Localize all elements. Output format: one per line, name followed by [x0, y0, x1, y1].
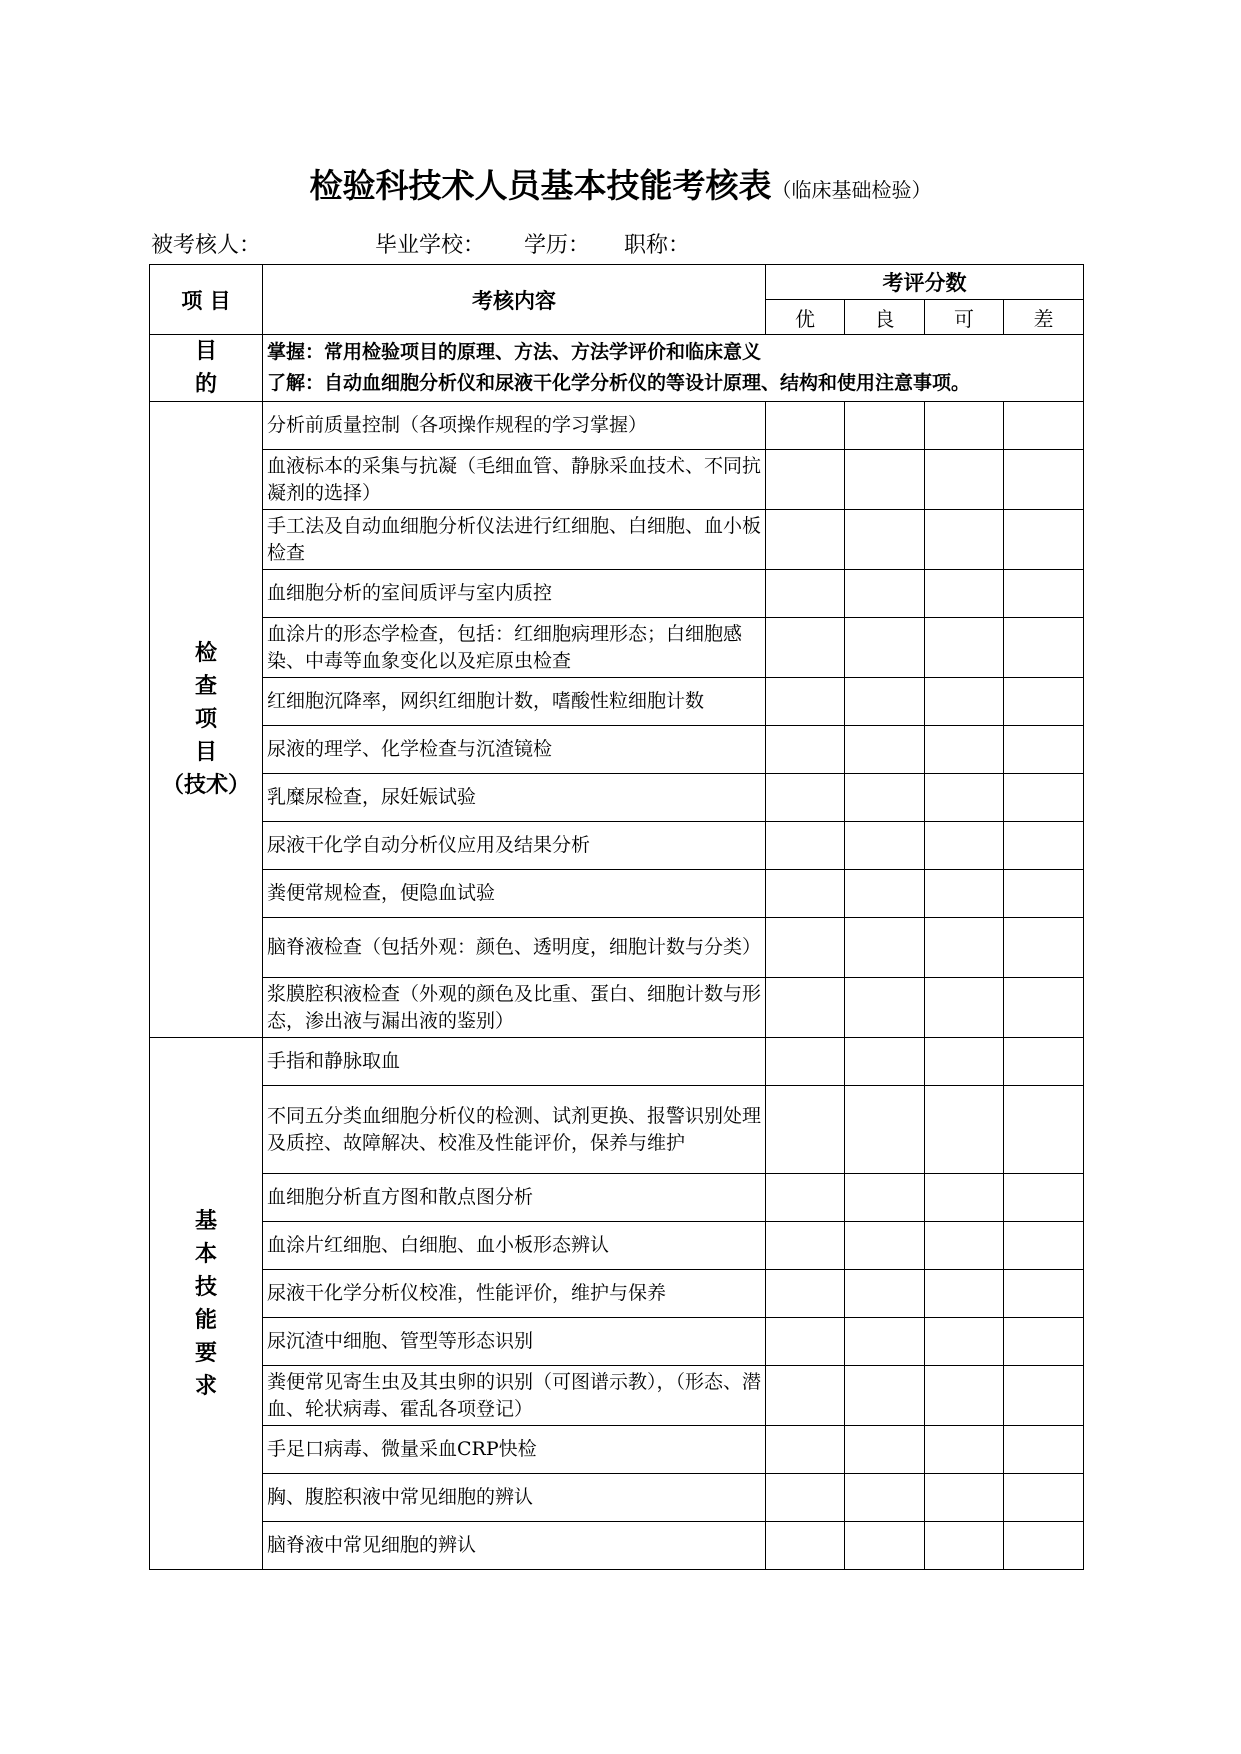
assessment-item: 胸、腹腔积液中常见细胞的辨认	[263, 1474, 766, 1522]
assessment-item: 手足口病毒、微量采血CRP快检	[263, 1426, 766, 1474]
score-cell-poor[interactable]	[1004, 1522, 1084, 1570]
score-cell-poor[interactable]	[1004, 618, 1084, 678]
score-cell-poor[interactable]	[1004, 774, 1084, 822]
score-cell-pass[interactable]	[925, 1426, 1004, 1474]
score-cell-pass[interactable]	[925, 726, 1004, 774]
score-cell-excellent[interactable]	[766, 1474, 845, 1522]
score-cell-poor[interactable]	[1004, 402, 1084, 450]
section-label-basic-skills	[150, 1038, 263, 1570]
score-cell-poor[interactable]	[1004, 1038, 1084, 1086]
table-row	[150, 1474, 1084, 1522]
score-cell-good[interactable]	[845, 402, 925, 450]
score-cell-excellent[interactable]	[766, 918, 845, 978]
header-content: 考核内容	[263, 265, 766, 335]
grade-poor: 差	[1004, 300, 1084, 335]
score-cell-pass[interactable]	[925, 1318, 1004, 1366]
table-row	[150, 510, 1084, 570]
score-cell-good[interactable]	[845, 450, 925, 510]
score-cell-excellent[interactable]	[766, 1174, 845, 1222]
score-cell-excellent[interactable]	[766, 1086, 845, 1174]
score-cell-good[interactable]	[845, 510, 925, 570]
score-cell-excellent[interactable]	[766, 450, 845, 510]
score-cell-good[interactable]	[845, 1174, 925, 1222]
section-label-char: 项	[194, 707, 217, 732]
score-cell-poor[interactable]	[1004, 918, 1084, 978]
score-cell-pass[interactable]	[925, 1270, 1004, 1318]
assessment-item: 手工法及自动血细胞分析仪法进行红细胞、白细胞、血小板检查	[263, 510, 766, 570]
assessment-item: 尿液干化学自动分析仪应用及结果分析	[263, 822, 766, 870]
table-row	[150, 1086, 1084, 1174]
table-row	[150, 1522, 1084, 1570]
score-cell-poor[interactable]	[1004, 1270, 1084, 1318]
score-cell-good[interactable]	[845, 1318, 925, 1366]
score-cell-pass[interactable]	[925, 618, 1004, 678]
score-cell-good[interactable]	[845, 1366, 925, 1426]
score-cell-good[interactable]	[845, 1426, 925, 1474]
score-cell-excellent[interactable]	[766, 1270, 845, 1318]
score-cell-poor[interactable]	[1004, 1474, 1084, 1522]
score-cell-poor[interactable]	[1004, 1366, 1084, 1426]
score-cell-poor[interactable]	[1004, 726, 1084, 774]
table-row	[150, 450, 1084, 510]
score-cell-good[interactable]	[845, 1474, 925, 1522]
score-cell-excellent[interactable]	[766, 1038, 845, 1086]
assessment-item: 尿沉渣中细胞、管型等形态识别	[263, 1318, 766, 1366]
score-cell-excellent[interactable]	[766, 570, 845, 618]
score-cell-poor[interactable]	[1004, 1086, 1084, 1174]
table-row	[150, 1270, 1084, 1318]
table-row	[150, 822, 1084, 870]
purpose-master: 掌握：常用检验项目的原理、方法、方法学评价和临床意义	[267, 341, 762, 363]
assessment-item: 脑脊液中常见细胞的辨认	[263, 1522, 766, 1570]
table-row	[150, 918, 1084, 978]
score-cell-pass[interactable]	[925, 678, 1004, 726]
table-row	[150, 1174, 1084, 1222]
assessment-item: 分析前质量控制（各项操作规程的学习掌握）	[263, 402, 766, 450]
table-row	[150, 774, 1084, 822]
score-cell-good[interactable]	[845, 1222, 925, 1270]
score-cell-excellent[interactable]	[766, 726, 845, 774]
score-cell-pass[interactable]	[925, 822, 1004, 870]
score-cell-excellent[interactable]	[766, 510, 845, 570]
purpose-label-char-2: 的	[194, 372, 217, 397]
grade-pass: 可	[925, 300, 1004, 335]
score-cell-good[interactable]	[845, 918, 925, 978]
table-row	[150, 618, 1084, 678]
score-cell-poor[interactable]	[1004, 510, 1084, 570]
section-label-char: 基	[194, 1208, 217, 1234]
form-title-main: 检验科技术人员基本技能考核表	[309, 166, 772, 205]
header-project: 项 目	[150, 265, 263, 335]
score-cell-good[interactable]	[845, 1086, 925, 1174]
table-row	[150, 1038, 1084, 1086]
score-cell-excellent[interactable]	[766, 678, 845, 726]
score-cell-pass[interactable]	[925, 918, 1004, 978]
school-label: 毕业学校：	[375, 233, 486, 258]
section-label-char: 目	[194, 740, 217, 765]
purpose-content	[263, 335, 1084, 402]
score-cell-excellent[interactable]	[766, 618, 845, 678]
score-cell-good[interactable]	[845, 570, 925, 618]
score-cell-excellent[interactable]	[766, 822, 845, 870]
purpose-label	[150, 335, 263, 402]
table-row	[150, 870, 1084, 918]
assessment-item: 血液标本的采集与抗凝（毛细血管、静脉采血技术、不同抗凝剂的选择）	[263, 450, 766, 510]
grade-good: 良	[845, 300, 925, 335]
grade-excellent: 优	[766, 300, 845, 335]
score-cell-pass[interactable]	[925, 1086, 1004, 1174]
position-label: 职称：	[624, 233, 691, 258]
score-cell-good[interactable]	[845, 822, 925, 870]
section-label-char: （技术）	[161, 773, 250, 798]
assessment-item: 血细胞分析的室间质评与室内质控	[263, 570, 766, 618]
purpose-label-char-1: 目	[194, 339, 217, 364]
table-row	[150, 978, 1084, 1038]
score-cell-pass[interactable]	[925, 870, 1004, 918]
score-cell-excellent[interactable]	[766, 402, 845, 450]
assessment-item: 乳糜尿检查，尿妊娠试验	[263, 774, 766, 822]
table-row	[150, 1366, 1084, 1426]
score-cell-pass[interactable]	[925, 1038, 1004, 1086]
assessment-item: 不同五分类血细胞分析仪的检测、试剂更换、报警识别处理及质控、故障解决、校准及性能评价，保养与维护	[263, 1086, 766, 1174]
assessment-item: 粪便常见寄生虫及其虫卵的识别（可图谱示教），（形态、潜血、轮状病毒、霍乱各项登记）	[263, 1366, 766, 1426]
score-cell-good[interactable]	[845, 774, 925, 822]
score-cell-good[interactable]	[845, 870, 925, 918]
table-row	[150, 726, 1084, 774]
score-cell-poor[interactable]	[1004, 1222, 1084, 1270]
examinee-label: 被考核人：	[151, 233, 262, 258]
assessment-item: 红细胞沉降率，网织红细胞计数，嗜酸性粒细胞计数	[263, 678, 766, 726]
assessment-table	[149, 264, 1084, 1570]
section-label-inspection-items	[150, 402, 263, 1038]
header-score: 考评分数	[766, 265, 1084, 300]
score-cell-good[interactable]	[845, 726, 925, 774]
assessment-item: 血细胞分析直方图和散点图分析	[263, 1174, 766, 1222]
score-cell-poor[interactable]	[1004, 570, 1084, 618]
score-cell-good[interactable]	[845, 978, 925, 1038]
assessment-item: 粪便常规检查，便隐血试验	[263, 870, 766, 918]
score-cell-pass[interactable]	[925, 978, 1004, 1038]
score-cell-poor[interactable]	[1004, 978, 1084, 1038]
assessment-item: 尿液的理学、化学检查与沉渣镜检	[263, 726, 766, 774]
score-cell-pass[interactable]	[925, 1474, 1004, 1522]
score-cell-poor[interactable]	[1004, 450, 1084, 510]
assessment-item: 脑脊液检查（包括外观：颜色、透明度，细胞计数与分类）	[263, 918, 766, 978]
section-label-char: 技	[194, 1274, 217, 1300]
score-cell-pass[interactable]	[925, 510, 1004, 570]
score-cell-pass[interactable]	[925, 1522, 1004, 1570]
assessment-item: 血涂片红细胞、白细胞、血小板形态辨认	[263, 1222, 766, 1270]
assessment-item: 浆膜腔积液检查（外观的颜色及比重、蛋白、细胞计数与形态，渗出液与漏出液的鉴别）	[263, 978, 766, 1038]
purpose-understand: 了解：自动血细胞分析仪和尿液干化学分析仪的等设计原理、结构和使用注意事项。	[267, 372, 971, 394]
education-label: 学历：	[524, 233, 591, 258]
score-cell-good[interactable]	[845, 1038, 925, 1086]
score-cell-excellent[interactable]	[766, 978, 845, 1038]
score-cell-pass[interactable]	[925, 1366, 1004, 1426]
section-label-char: 查	[194, 674, 217, 699]
form-title	[0, 160, 1241, 207]
form-title-sub: （临床基础检验）	[771, 178, 932, 202]
table-row	[150, 678, 1084, 726]
table-row	[150, 402, 1084, 450]
table-row	[150, 570, 1084, 618]
table-row	[150, 1426, 1084, 1474]
score-cell-pass[interactable]	[925, 774, 1004, 822]
section-label-char: 能	[194, 1307, 217, 1333]
table-row	[150, 1222, 1084, 1270]
score-cell-excellent[interactable]	[766, 1522, 845, 1570]
score-cell-good[interactable]	[845, 1522, 925, 1570]
score-cell-excellent[interactable]	[766, 1426, 845, 1474]
score-cell-good[interactable]	[845, 618, 925, 678]
score-cell-poor[interactable]	[1004, 678, 1084, 726]
score-cell-excellent[interactable]	[766, 774, 845, 822]
score-cell-poor[interactable]	[1004, 822, 1084, 870]
score-cell-poor[interactable]	[1004, 1318, 1084, 1366]
score-cell-pass[interactable]	[925, 1222, 1004, 1270]
score-cell-pass[interactable]	[925, 1174, 1004, 1222]
score-cell-excellent[interactable]	[766, 1318, 845, 1366]
score-cell-good[interactable]	[845, 1270, 925, 1318]
score-cell-pass[interactable]	[925, 570, 1004, 618]
section-label-char: 求	[194, 1373, 217, 1399]
assessment-item: 血涂片的形态学检查，包括：红细胞病理形态；白细胞感染、中毒等血象变化以及疟原虫检查	[263, 618, 766, 678]
section-label-char: 检	[194, 641, 217, 666]
section-label-char: 本	[194, 1241, 217, 1267]
score-cell-pass[interactable]	[925, 402, 1004, 450]
score-cell-poor[interactable]	[1004, 870, 1084, 918]
table-row	[150, 1318, 1084, 1366]
section-label-char: 要	[194, 1340, 217, 1366]
assessment-item: 手指和静脉取血	[263, 1038, 766, 1086]
score-cell-pass[interactable]	[925, 450, 1004, 510]
score-cell-excellent[interactable]	[766, 1366, 845, 1426]
score-cell-excellent[interactable]	[766, 870, 845, 918]
score-cell-poor[interactable]	[1004, 1426, 1084, 1474]
score-cell-good[interactable]	[845, 678, 925, 726]
assessment-item: 尿液干化学分析仪校准，性能评价，维护与保养	[263, 1270, 766, 1318]
score-cell-poor[interactable]	[1004, 1174, 1084, 1222]
score-cell-excellent[interactable]	[766, 1222, 845, 1270]
